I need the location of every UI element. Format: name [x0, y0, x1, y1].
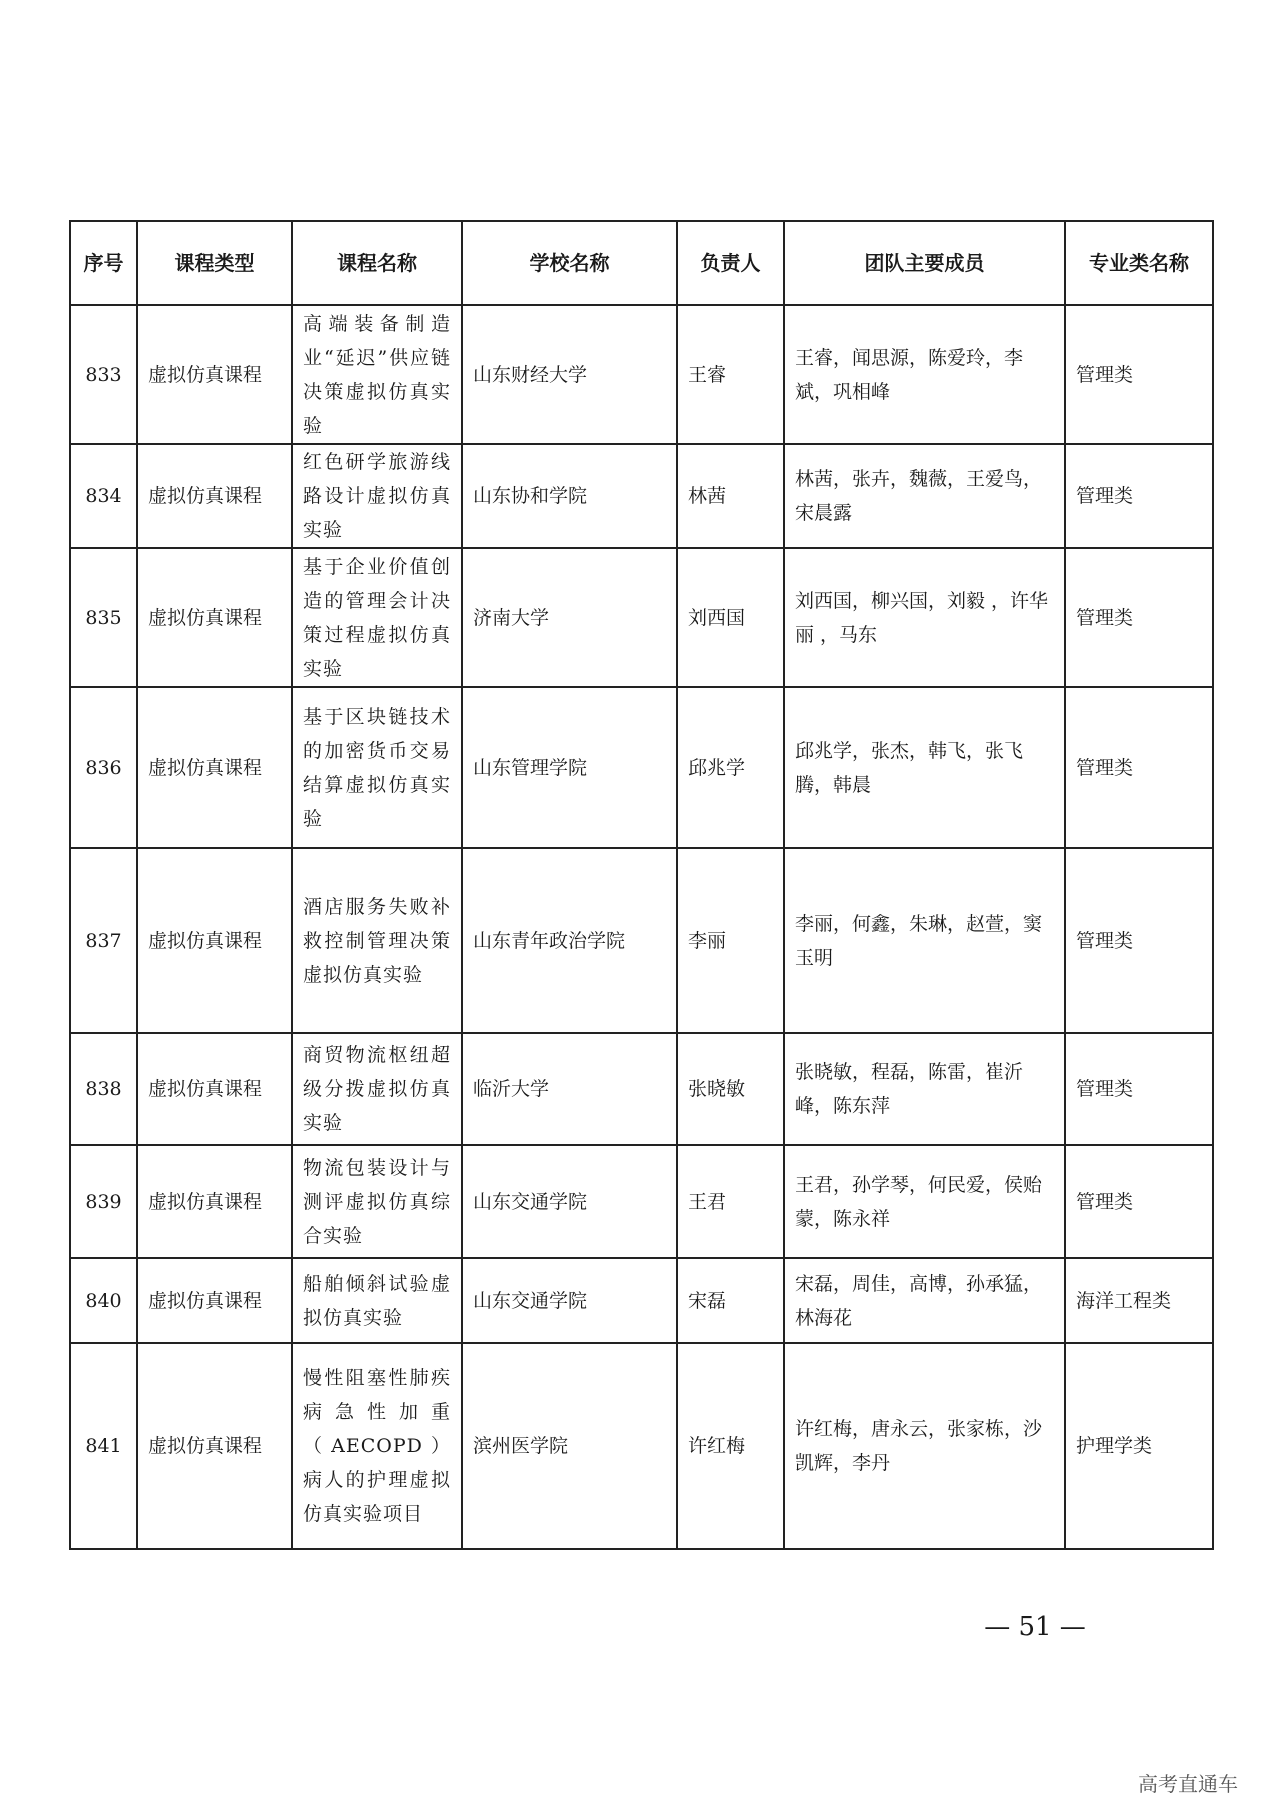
cell-school: 山东管理学院: [462, 687, 677, 848]
cell-school: 济南大学: [462, 548, 677, 687]
cell-type: 虚拟仿真课程: [137, 1343, 292, 1549]
cell-type: 虚拟仿真课程: [137, 444, 292, 548]
cell-type: 虚拟仿真课程: [137, 687, 292, 848]
cell-members: 李丽，何鑫，朱琳，赵萱，窦玉明: [784, 848, 1065, 1033]
table-row: [70, 687, 1213, 848]
header-school: 学校名称: [462, 221, 677, 305]
cell-category: 管理类: [1065, 1145, 1213, 1258]
cell-members: 张晓敏，程磊，陈雷，崔沂峰，陈东萍: [784, 1033, 1065, 1145]
cell-school: 滨州医学院: [462, 1343, 677, 1549]
table-header-row: [70, 221, 1213, 305]
cell-leader: 邱兆学: [677, 687, 784, 848]
cell-category: 管理类: [1065, 1033, 1213, 1145]
page-number: — 51 —: [984, 1612, 1086, 1642]
header-category: 专业类名称: [1065, 221, 1213, 305]
cell-leader: 李丽: [677, 848, 784, 1033]
cell-members: 王睿，闻思源，陈爱玲，李斌，巩相峰: [784, 305, 1065, 444]
cell-category: 管理类: [1065, 548, 1213, 687]
cell-leader: 刘西国: [677, 548, 784, 687]
cell-category: 管理类: [1065, 687, 1213, 848]
cell-no: 836: [70, 687, 137, 848]
table-row: [70, 548, 1213, 687]
cell-no: 837: [70, 848, 137, 1033]
cell-leader: 张晓敏: [677, 1033, 784, 1145]
header-name: 课程名称: [292, 221, 462, 305]
cell-leader: 王君: [677, 1145, 784, 1258]
cell-members: 许红梅，唐永云，张家栋，沙凯辉，李丹: [784, 1343, 1065, 1549]
cell-type: 虚拟仿真课程: [137, 1258, 292, 1343]
cell-type: 虚拟仿真课程: [137, 548, 292, 687]
cell-school: 山东财经大学: [462, 305, 677, 444]
cell-type: 虚拟仿真课程: [137, 1145, 292, 1258]
table-row: [70, 848, 1213, 1033]
cell-no: 838: [70, 1033, 137, 1145]
table-row: [70, 1033, 1213, 1145]
cell-no: 833: [70, 305, 137, 444]
cell-members: 邱兆学，张杰，韩飞，张飞腾，韩晨: [784, 687, 1065, 848]
table-row: [70, 305, 1213, 444]
cell-members: 王君，孙学琴，何民爱，侯贻蒙，陈永祥: [784, 1145, 1065, 1258]
cell-course-name: 红色研学旅游线路设计虚拟仿真实验: [292, 444, 462, 548]
cell-category: 管理类: [1065, 444, 1213, 548]
cell-no: 834: [70, 444, 137, 548]
header-leader: 负责人: [677, 221, 784, 305]
cell-no: 841: [70, 1343, 137, 1549]
cell-school: 山东协和学院: [462, 444, 677, 548]
header-no: 序号: [70, 221, 137, 305]
cell-course-name: 船舶倾斜试验虚拟仿真实验: [292, 1258, 462, 1343]
cell-no: 835: [70, 548, 137, 687]
table-row: [70, 1145, 1213, 1258]
cell-type: 虚拟仿真课程: [137, 848, 292, 1033]
header-members: 团队主要成员: [784, 221, 1065, 305]
cell-category: 管理类: [1065, 305, 1213, 444]
cell-type: 虚拟仿真课程: [137, 1033, 292, 1145]
table-row: [70, 1258, 1213, 1343]
cell-course-name: 基于区块链技术的加密货币交易结算虚拟仿真实验: [292, 687, 462, 848]
cell-school: 山东交通学院: [462, 1258, 677, 1343]
table-row: [70, 444, 1213, 548]
watermark: 高考直通车: [1138, 1772, 1238, 1796]
cell-category: 护理学类: [1065, 1343, 1213, 1549]
header-type: 课程类型: [137, 221, 292, 305]
cell-course-name: 商贸物流枢纽超级分拨虚拟仿真实验: [292, 1033, 462, 1145]
cell-school: 山东青年政治学院: [462, 848, 677, 1033]
cell-category: 海洋工程类: [1065, 1258, 1213, 1343]
cell-members: 林茜，张卉，魏薇，王爱鸟，宋晨露: [784, 444, 1065, 548]
cell-course-name: 慢性阻塞性肺疾病急性加重（AECOPD）病人的护理虚拟仿真实验项目: [292, 1343, 462, 1549]
cell-school: 山东交通学院: [462, 1145, 677, 1258]
cell-type: 虚拟仿真课程: [137, 305, 292, 444]
cell-category: 管理类: [1065, 848, 1213, 1033]
cell-leader: 许红梅: [677, 1343, 784, 1549]
cell-no: 839: [70, 1145, 137, 1258]
cell-course-name: 酒店服务失败补救控制管理决策虚拟仿真实验: [292, 848, 462, 1033]
cell-leader: 宋磊: [677, 1258, 784, 1343]
course-table: [69, 220, 1214, 1550]
cell-members: 宋磊，周佳，高博，孙承猛，林海花: [784, 1258, 1065, 1343]
cell-members: 刘西国，柳兴国，刘毅 ，许华丽 ，马东: [784, 548, 1065, 687]
cell-leader: 林茜: [677, 444, 784, 548]
cell-course-name: 基于企业价值创造的管理会计决策过程虚拟仿真实验: [292, 548, 462, 687]
cell-course-name: 高端装备制造业“延迟”供应链决策虚拟仿真实验: [292, 305, 462, 444]
cell-school: 临沂大学: [462, 1033, 677, 1145]
cell-leader: 王睿: [677, 305, 784, 444]
table-row: [70, 1343, 1213, 1549]
cell-no: 840: [70, 1258, 137, 1343]
cell-course-name: 物流包装设计与测评虚拟仿真综合实验: [292, 1145, 462, 1258]
